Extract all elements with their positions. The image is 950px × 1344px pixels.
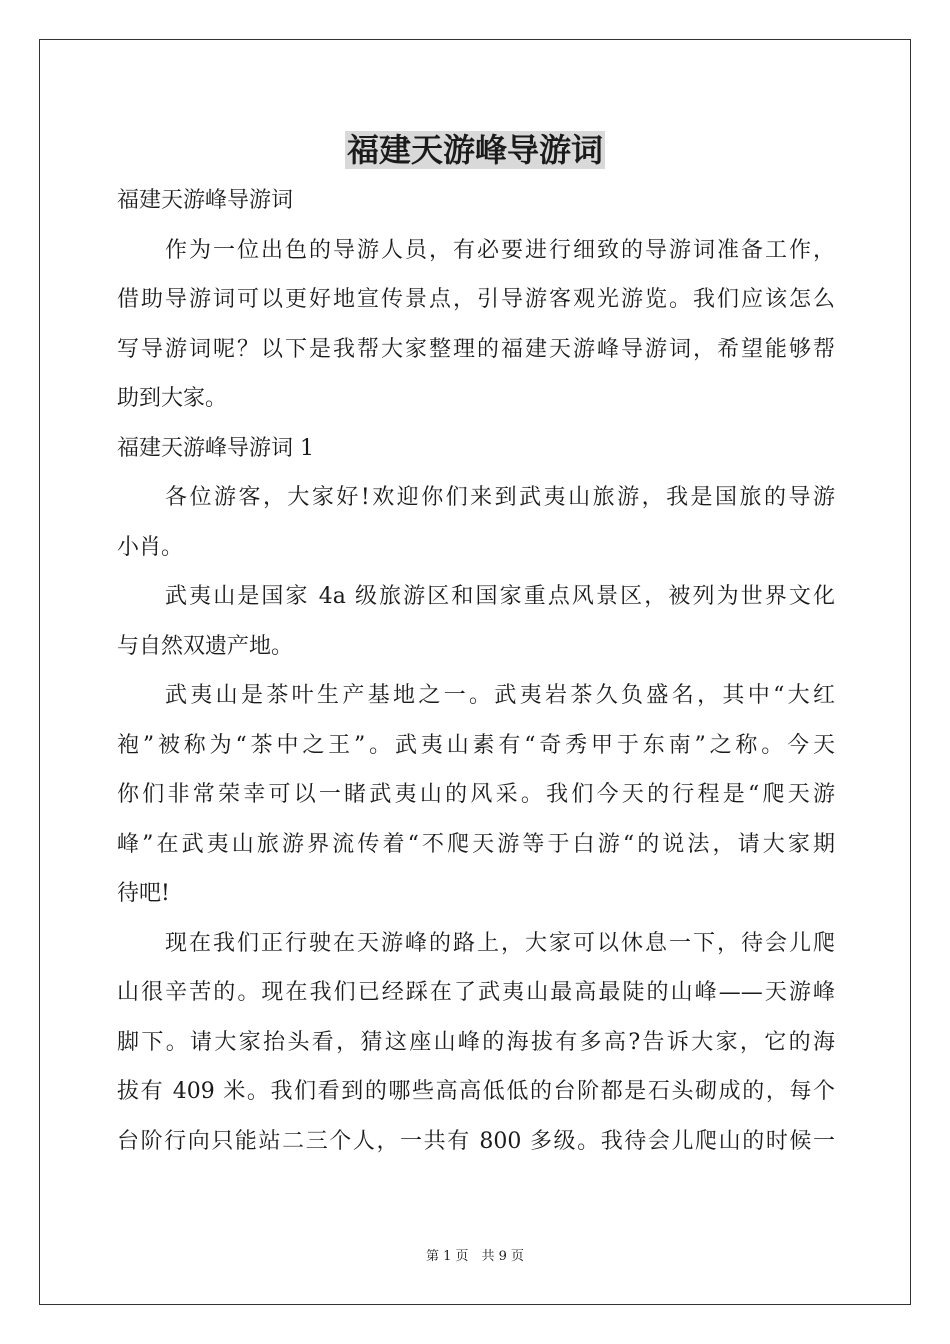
paragraph-line: 武夷山是国家 4a 级旅游区和国家重点风景区，被列为世界文化 bbox=[165, 584, 835, 609]
paragraph-line: 台阶行向只能站二三个人，一共有 800 多级。我待会儿爬山的时候一 bbox=[117, 1128, 835, 1154]
paragraph-line: 峰”在武夷山旅游界流传着“不爬天游等于白游“的说法，请大家期 bbox=[117, 831, 835, 857]
paragraph-line: 拔有 409 米。我们看到的哪些高高低低的台阶都是石头砌成的，每个 bbox=[117, 1079, 835, 1104]
paragraph-line: 武夷山是茶叶生产基地之一。武夷岩茶久负盛名，其中“大红 bbox=[165, 683, 835, 708]
paragraph-line: 作为一位出色的导游人员，有必要进行细致的导游词准备工作， bbox=[165, 237, 835, 263]
document-body bbox=[117, 176, 835, 1166]
paragraph-line: 山很辛苦的。现在我们已经踩在了武夷山最高最陡的山峰——天游峰 bbox=[117, 980, 835, 1005]
paragraph-line: 现在我们正行驶在天游峰的路上，大家可以休息一下，待会儿爬 bbox=[165, 930, 835, 956]
page-number-footer: 第 1 页 共 9 页 bbox=[425, 1249, 525, 1264]
subtitle-line: 福建天游峰导游词 bbox=[117, 188, 294, 213]
paragraph-line: 各位游客，大家好!欢迎你们来到武夷山旅游，我是国旅的导游 bbox=[165, 485, 835, 510]
paragraph-line: 脚下。请大家抬头看，猜这座山峰的海拔有多高?告诉大家，它的海 bbox=[117, 1029, 835, 1055]
paragraph-line: 小肖。 bbox=[117, 534, 184, 560]
paragraph-line: 写导游词呢？以下是我帮大家整理的福建天游峰导游词，希望能够帮 bbox=[117, 336, 835, 362]
paragraph-line: 借助导游词可以更好地宣传景点，引导游客观光游览。我们应该怎么 bbox=[117, 287, 835, 312]
section-heading: 福建天游峰导游词 1 bbox=[117, 435, 314, 461]
paragraph-line: 待吧! bbox=[117, 881, 170, 906]
paragraph-line: 袍”被称为“茶中之王”。武夷山素有“奇秀甲于东南”之称。今天 bbox=[117, 732, 835, 758]
paragraph-line: 助到大家。 bbox=[117, 386, 228, 411]
document-title-text: 福建天游峰导游词 bbox=[346, 131, 603, 169]
document-title bbox=[0, 128, 950, 172]
paragraph-line: 你们非常荣幸可以一睹武夷山的风采。我们今天的行程是“爬天游 bbox=[117, 782, 835, 807]
paragraph-line: 与自然双遗产地。 bbox=[117, 633, 294, 659]
